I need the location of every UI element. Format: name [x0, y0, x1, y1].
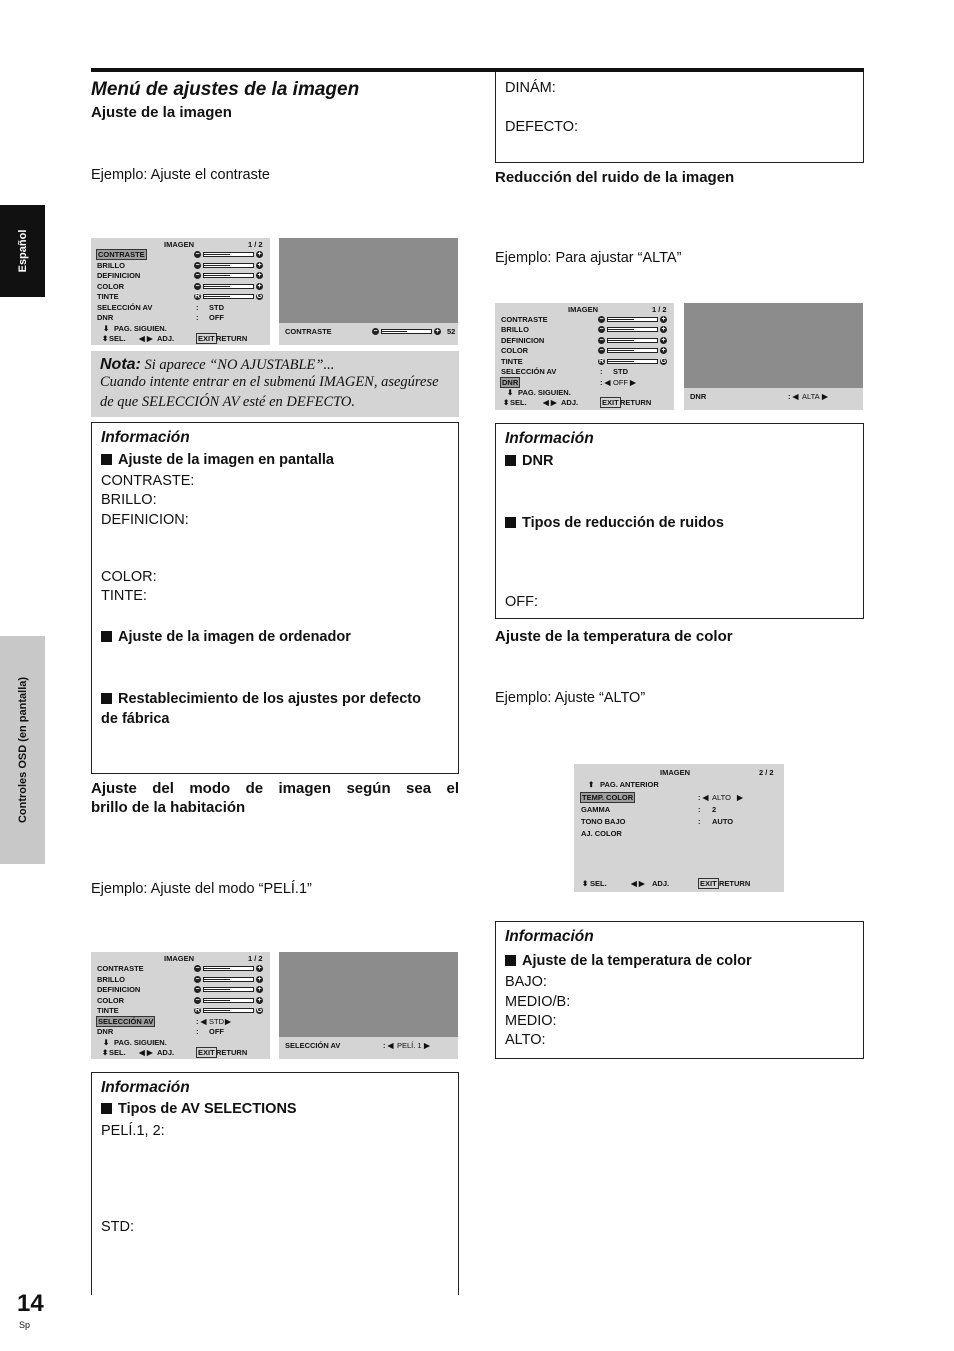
side-tab-section: Controles OSD (en pantalla) — [0, 636, 45, 864]
example-contrast: Ejemplo: Ajuste el contraste — [91, 167, 270, 183]
mode-strip: SELECCIÓN AV : ◀ PELÍ. 1 ▶ — [279, 1037, 458, 1059]
side-tab-language: Español — [0, 205, 45, 297]
section-temp-heading: Ajuste de la temperatura de color — [495, 628, 733, 645]
page-lang: Sp — [19, 1320, 31, 1330]
example-mode: Ejemplo: Ajuste del modo “PELÍ.1” — [91, 881, 312, 897]
nota-box: Nota: Si aparece “NO AJUSTABLE”... Cuando intente entrar en el submenú IMAGEN, asegúrese de que SELECCIÓN AV esté en DEFECTO. — [91, 351, 459, 417]
screen-preview-mode — [279, 952, 458, 1037]
osd-screen-mode: IMAGEN 1 / 2 CONTRASTE BRILLO DEFINICION COLOR TINTE SELECCIÓN AV DNR − + − + − + − + R G : ◀ STD ▶ : OFF ⬇ PAG. SIGUIEN. ⬍ SEL. ◀ ▶ ADJ. EXIT RETURN — [91, 952, 270, 1059]
info-box-image: Información Ajuste de la imagen en pantalla CONTRASTE: BRILLO: DEFINICION: COLOR: TINTE: Ajuste de la imagen de ordenador Restablecimiento de los ajustes por defecto de fábrica — [91, 422, 459, 774]
box-dinam-defecto: DINÁM: DEFECTO: — [495, 72, 864, 163]
example-temp: Ejemplo: Ajuste “ALTO” — [495, 690, 646, 706]
contrast-bar — [381, 329, 432, 334]
section-noise-heading: Reducción del ruido de la imagen — [495, 169, 735, 186]
info-box-temp: Información Ajuste de la temperatura de color BAJO: MEDIO/B: MEDIO: ALTO: — [495, 921, 864, 1059]
osd-screen-temp: IMAGEN 2 / 2 ⬆ PAG. ANTERIOR TEMP. COLOR GAMMA TONO BAJO AJ. COLOR : ◀ ALTO ▶ : 2 : AUTO ⬍ SEL. ◀ ▶ ADJ. EXIT RETURN — [574, 764, 784, 892]
osd-screen-dnr: IMAGEN 1 / 2 CONTRASTE BRILLO DEFINICION COLOR TINTE SELECCIÓN AV DNR − + − + − + − + R G : STD : ◀ OFF ▶ ⬇ PAG. SIGUIEN. ⬍ SEL. ◀ ▶ ADJ. EXIT RETURN — [495, 303, 674, 410]
dnr-strip: DNR : ◀ ALTA ▶ — [684, 388, 863, 410]
info-box-dnr: Información DNR Tipos de reducción de ruidos OFF: — [495, 423, 864, 619]
page-title: Menú de ajustes de la imagen — [91, 79, 360, 100]
contrast-strip: CONTRASTE − + 52 — [279, 323, 458, 345]
osd-screen-contrast: IMAGEN 1 / 2 CONTRASTE BRILLO DEFINICION COLOR TINTE SELECCIÓN AV DNR − + − + − + − + R G : STD : OFF ⬇ PAG. SIGUIEN. ⬍ SEL. ◀ ▶ ADJ. EXIT RETURN — [91, 238, 270, 345]
nota-head: Nota: — [100, 356, 141, 373]
screen-preview-dnr — [684, 303, 863, 388]
info-box-av: Información Tipos de AV SELECTIONS PELÍ.1, 2: STD: — [91, 1072, 459, 1295]
section-mode-heading: Ajuste del modo de imagen según sea el brillo de la habitación — [91, 780, 459, 816]
subtitle: Ajuste de la imagen — [91, 104, 232, 121]
example-noise: Ejemplo: Para ajustar “ALTA” — [495, 250, 682, 266]
page-number: 14 — [17, 1290, 44, 1317]
screen-preview-contrast — [279, 238, 458, 323]
